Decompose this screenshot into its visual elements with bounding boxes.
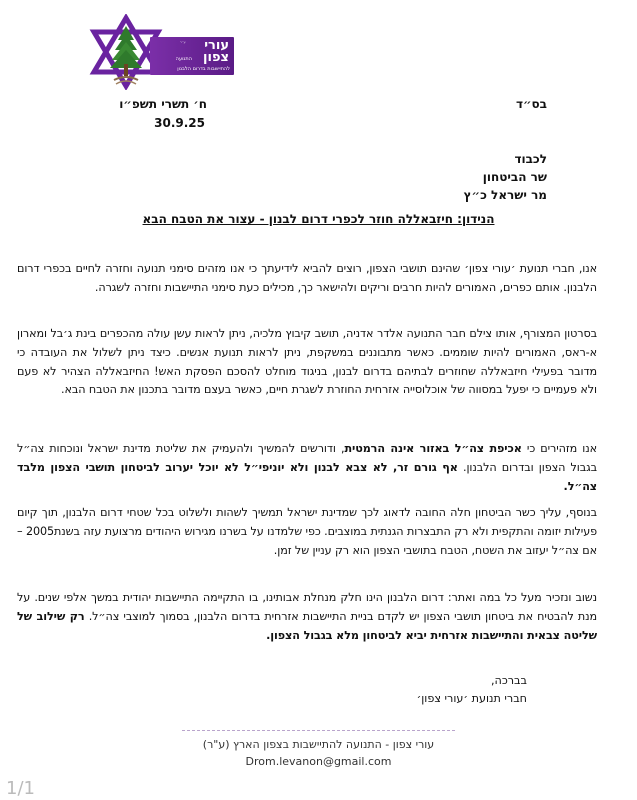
paragraph-text: אנו, חברי תנועת ׳עורי צפון׳ שהינם תושבי הצפון, רוצים להביא לידיעתך כי אנו מזהים סימני תנועה וחזרה לחיים בכפרי דרום הלבנון. אותם כפרים, האמורים להיות חרבים וריקים ולהישאר כך, מכילים כעת סימני התיישבות וחזרה לשגרה. xyxy=(17,262,597,294)
logo-tagline-bottom: להתיישבות בדרום הלבנון xyxy=(177,66,230,72)
closing-signature: חברי תנועת ׳עורי צפון׳ xyxy=(416,692,527,705)
recipient-title: שר הביטחון xyxy=(482,170,547,184)
footer-org: עורי צפון - התנועה להתיישבות בצפון הארץ (ע"ר) xyxy=(202,738,435,751)
closing-greeting: בברכה, xyxy=(490,674,527,687)
closing-block xyxy=(417,672,527,708)
recipient-name: מר ישראל כ״ץ xyxy=(463,188,547,202)
recipient-salutation: לכבוד xyxy=(514,152,547,166)
logo-name-line1: עורי xyxy=(204,38,229,53)
bold-emphasis: רק שילוב של שליטה צבאית והתיישבות אזרחית יביא לביטחון מלא בגבול הצפון. xyxy=(17,609,597,642)
paragraph-3 xyxy=(17,440,597,496)
paragraph-text: , ודורשים להמשיך ולהעמיק את שליטת מדינת ישראל ונוכחות צה״ל בגבול הצפון ובדרום הלבנון. xyxy=(17,442,597,474)
bold-emphasis: אף גורם זר, לא צבא לבנון ולא יוניפי״ל לא יוכל יערוב לביטחון תושבי הצפון מלבד צה״ל. xyxy=(17,460,597,493)
logo-tiny-text: ע״ר xyxy=(180,40,186,44)
paragraph-text: בנוסף, עליך כשר הביטחון חלה החובה לדאוג לכך שמדינת ישראל תמשיך לשהות ולשלוט בכל שטחי דרום הלבנון, תוך קיום פעילות יזומה והתקפית ולא רק התבצרות הגנתית במוצבים. כפי שלמדנו על בשרנו מגירוש היהודים מרצועת עזה בשנת2005 – אם צה״ל יעזוב את השטח, הטבח בתושבי הצפון הוא רק עניין של זמן. xyxy=(17,506,597,557)
paragraph-2 xyxy=(17,325,597,400)
bsd-label: בס״ד xyxy=(515,97,547,111)
gregorian-date: 30.9.25 xyxy=(154,116,205,130)
footer-email[interactable]: Drom.levanon@gmail.com xyxy=(245,755,392,768)
paragraph-5 xyxy=(17,589,597,645)
page-indicator: 1/1 xyxy=(6,778,35,799)
logo-tagline-top: התנועה xyxy=(175,56,192,62)
paragraph-text: בסרטון המצורף, אותו צילם חבר התנועה אלדר אדניה, תושב קיבוץ מלכיה, ניתן לראות עשן עולה מהכפרים בינת ג׳בל ומארון א-ראס, האמורים להיות שוממים. כאשר מתבוננים במשקפת, ניתן לראות תנועת אנשים. כיצד ניתן לשלול את העובדה כי מדובר בפעילי חיזבאללה שחוזרים לבתיהם בדרום לבנון, בניגוד מוחלט להסכם הפסקת האש! החיזבאללה הצהיר לא פעם ולא פעמיים כי יפעל במסווה של אוכלוסייה אזרחית החוזרת לשגרת חיים, כאשר בעצם מדובר בתכנון את הטבח הבא. xyxy=(17,327,597,397)
logo-text-band xyxy=(150,37,234,75)
logo-name-line2: צפון xyxy=(203,50,229,65)
bold-emphasis: אכיפת צה״ל באזור אינה הרמטית xyxy=(344,442,522,455)
organization-logo xyxy=(88,14,238,90)
paragraph-text: נשוב ונזכיר מעל כל במה ואתר: דרום הלבנון הינו חלק מנחלת אבותינו, בו התקיימה התיישבות יהודית במשך אלפי שנים. על מנת להבטיח את ביטחון תושבי הצפון יש לקדם בניית התיישבות אזרחית בדרום הלבנון, בסמוך למוצבי צה״ל. xyxy=(17,591,598,623)
paragraph-1 xyxy=(17,260,597,298)
recipient-block xyxy=(464,150,547,204)
subject-line: הנידון: חיזבאללה חוזר לכפרי דרום לבנון - עצור את הטבח הבא xyxy=(142,212,495,226)
paragraph-4 xyxy=(17,504,597,560)
paragraph-text: אנו מזהירים כי xyxy=(521,442,597,455)
footer-divider xyxy=(182,730,455,731)
hebrew-date: ח׳ תשרי תשפ״ו xyxy=(119,97,207,111)
